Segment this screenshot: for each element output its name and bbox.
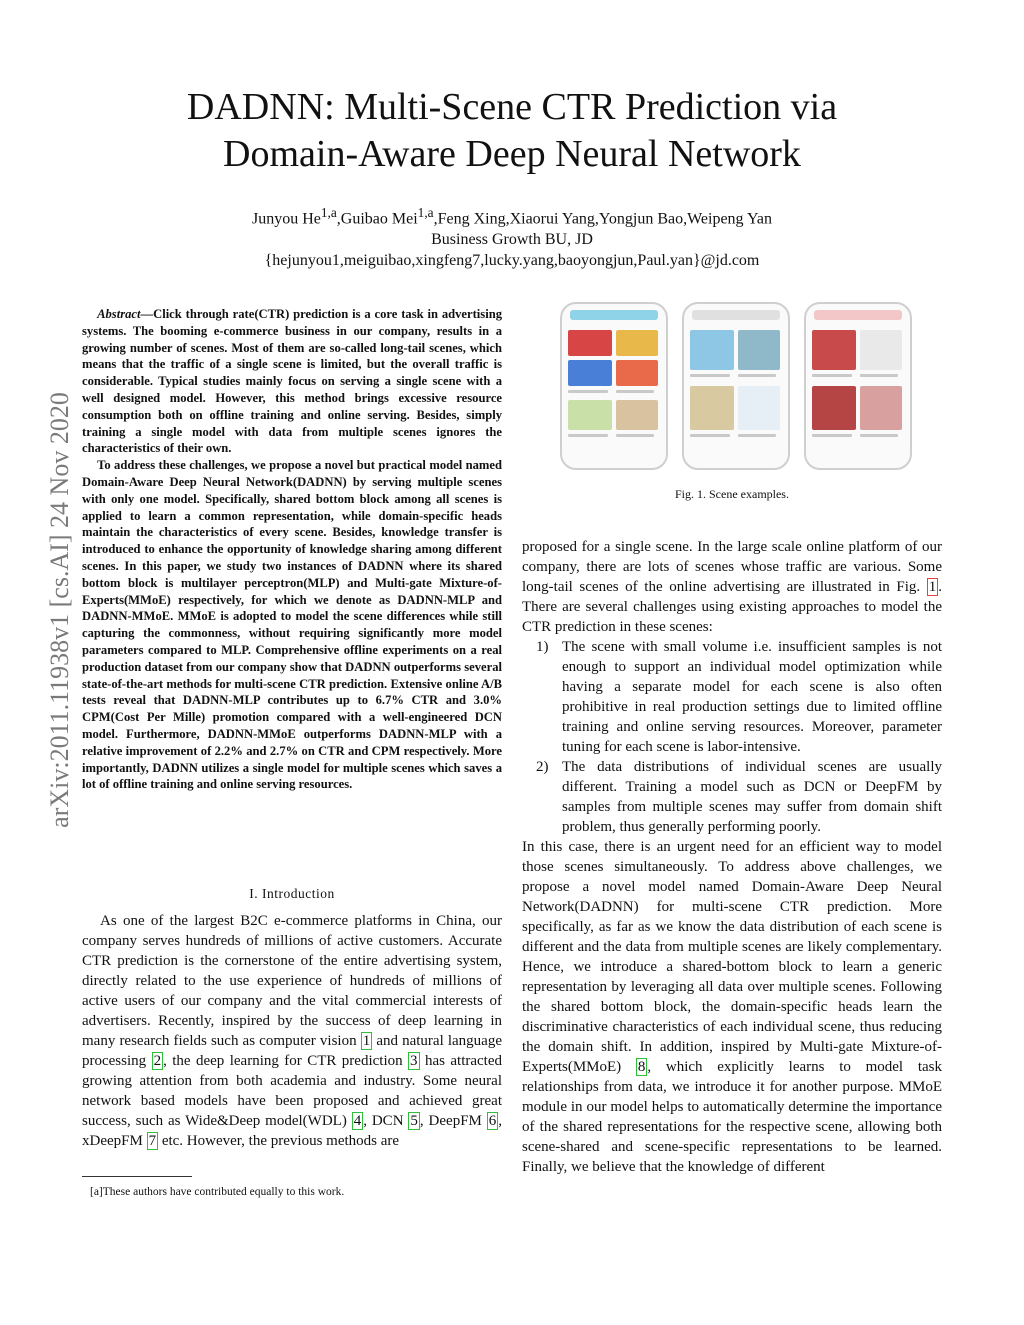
product-tile	[738, 330, 780, 370]
phone-screen	[812, 326, 904, 454]
product-caption	[738, 434, 776, 437]
phone-screenshot-1	[560, 302, 668, 470]
arxiv-identifier: arXiv:2011.11938v1 [cs.AI] 24 Nov 2020	[45, 392, 74, 828]
product-caption	[860, 374, 898, 377]
list-item-number: 2)	[536, 759, 549, 775]
title-line-2: Domain-Aware Deep Neural Network	[223, 133, 801, 175]
product-caption	[616, 390, 654, 393]
figure-caption: Fig. 1. Scene examples.	[675, 487, 789, 501]
citation-link[interactable]: 6	[488, 1113, 497, 1129]
product-caption	[568, 434, 608, 437]
citation-link[interactable]: 2	[153, 1053, 162, 1069]
product-tile	[690, 386, 734, 430]
product-tile	[812, 330, 856, 370]
citation-link[interactable]: 7	[148, 1133, 157, 1149]
paper-title	[0, 84, 1024, 178]
product-tile	[690, 330, 734, 370]
product-tile	[860, 330, 902, 370]
product-caption	[738, 374, 776, 377]
abstract	[82, 306, 502, 793]
product-tile	[738, 386, 780, 430]
product-caption	[690, 434, 730, 437]
phone-header-bar	[570, 310, 658, 320]
list-item-text: The data distributions of individual scenes are usually different. Training a model such as DCN or DeepFM by samples from multiple scenes may suffer from domain shift problem, thus generally performing poorly.	[562, 759, 942, 835]
citation-link[interactable]: 3	[410, 1053, 418, 1069]
product-tile	[616, 330, 658, 356]
author-names: Junyou He$^{1,a}$,Guibao Mei$^{1,a}$,Feng Xing,Xiaorui Yang,Yongjun Bao,Weipeng Yan	[251, 205, 773, 228]
abstract-text-1: —Click through rate(CTR) prediction is a core task in advertising systems. The booming e-commerce business in our company, results in a growing number of scenes. Most of them are so-called long-tail scenes, which means that the traffic of a single scene is limited, but the overall traffic is considerable. Typical studies mainly focus on serving a single scene with a well designed model. However, this method brings excessive resource consumption both on offline training and online serving. Besides, simply training a single model with data from multiple scenes ignores the characteristics of their own.	[82, 307, 502, 456]
title-line-1: DADNN: Multi-Scene CTR Prediction via	[186, 86, 838, 128]
abstract-label: Abstract	[97, 307, 141, 321]
author-block	[0, 202, 1024, 271]
list-item-number: 1)	[536, 639, 549, 655]
citation-link[interactable]: 1	[362, 1033, 371, 1049]
footnote-divider	[82, 1176, 192, 1177]
phone-header-bar	[814, 310, 902, 320]
product-tile	[616, 400, 658, 430]
affiliation-superscript: 1,a	[417, 205, 434, 220]
product-tile	[568, 360, 612, 386]
section-heading-introduction: I. Introduction	[249, 886, 335, 901]
abstract-paragraph-2: To address these challenges, we propose a novel but practical model named Domain-Aware Deep Neural Network(DADNN) by serving multiple scenes with only one model. Specifically, shared bottom block among all scenes is applied to learn a common representation, while domain-specific heads maintain the characteristics of every scene. Besides, knowledge transfer is introduced to enhance the opportunity of knowledge sharing among different scenes. In this paper, we study two instances of DADNN where its shared bottom block is multilayer perceptron(MLP) and Multi-gate Mixture-of-Experts(MMoE) respectively, for which we denote as DADNN-MLP and DADNN-MMoE. MMoE is adopted to model the scene differences while still capturing the commonness, without requiring significantly more model parameters compared to MLP. Comprehensive offline experiments on a real production dataset from our company show that DADNN outperforms several state-of-the-art methods for multi-scene CTR prediction. Extensive online A/B tests reveal that DADNN-MLP contributes up to 6.7% CTR and 3.0% CPM(Cost Per Mille) promotion compared with a well-engineered DCN model. Furthermore, DADNN-MMoE outperforms DADNN-MLP with a relative improvement of 2.2% and 2.7% on CTR and CPM respectively. More importantly, DADNN utilizes a single model for multiple scenes which saves a lot of offline training and online serving resources.	[82, 458, 502, 792]
phone-screenshot-3	[804, 302, 912, 470]
list-item	[522, 637, 942, 757]
product-tile	[568, 400, 612, 430]
introduction-paragraph-1: As one of the largest B2C e-commerce platforms in China, our company serves hundreds of millions of active customers. Accurate CTR prediction is the cornerstone of the entire advertising system, directly related to the use experience of hundreds of millions of active users of our company and the vital commercial interests of advertisers. Recently, inspired by the success of deep learning in many research fields such as computer vision 1 and natural language processing 2 , the deep learning for CTR prediction 3 has attracted growing attention from both academia and industry. Some neural network based models have been proposed and achieved great success, such as Wide&Deep model(WDL) 4 , DCN 5 , DeepFM 6 , xDeepFM 7 etc. However, the previous methods are	[82, 913, 503, 1149]
citation-link[interactable]: 5	[410, 1113, 418, 1129]
product-tile	[616, 360, 658, 386]
footnote: [a]These authors have contributed equally to this work.	[90, 1186, 345, 1198]
citation-link[interactable]: 8	[637, 1059, 646, 1075]
author-affiliation: Business Growth BU, JD	[431, 231, 593, 249]
figure-reference-link[interactable]: 1	[928, 579, 937, 595]
product-caption	[812, 434, 852, 437]
product-tile	[568, 330, 612, 356]
product-caption	[812, 374, 852, 377]
list-item	[522, 757, 942, 837]
right-column-text	[522, 537, 942, 1177]
product-tile	[860, 386, 902, 430]
phone-header-bar	[692, 310, 780, 320]
abstract-paragraph-1	[82, 306, 502, 457]
affiliation-superscript: 1,a	[320, 205, 337, 220]
product-caption	[860, 434, 898, 437]
phone-screen	[690, 326, 782, 454]
phone-screen	[568, 326, 660, 454]
product-tile	[812, 386, 856, 430]
product-caption	[616, 434, 654, 437]
right-paragraph-2: In this case, there is an urgent need for an efficient way to model those scenes simultaneously. To address above challenges, we propose a novel model named Domain-Aware Deep Neural Network(DADNN) for multi-scene CTR prediction. More specifically, as far as we know the data distribution of each scene is different and the data from multiple scenes are likely complementary. Hence, we introduce a shared-bottom block to learn a generic representation by leveraging all data over multiple scenes. Following the shared bottom block, the domain-specific heads learn the discriminative characteristics of each individual scene, thus reducing the domain shift. In addition, inspired by Multi-gate Mixture-of-Experts(MMoE) 8 , which explicitly learns to model task relationships from data, we introduce it for another purpose. MMoE module in our model helps to automatically determine the importance of the shared representations for the respective scene, allowing both scene-shared and scene-specific representations to be learned. Finally, we believe that the knowledge of different	[522, 839, 942, 1175]
challenges-list	[522, 637, 942, 837]
citation-link[interactable]: 4	[353, 1113, 362, 1129]
product-caption	[568, 390, 608, 393]
product-caption	[690, 374, 730, 377]
introduction-text	[82, 911, 502, 1151]
right-paragraph-1: proposed for a single scene. In the large scale online platform of our company, there are lots of scenes whose traffic are various. Some long-tail scenes of the online advertising are illustrated in Fig. 1 . There are several challenges using existing approaches to model the CTR prediction in these scenes:	[522, 539, 942, 635]
phone-screenshot-2	[682, 302, 790, 470]
author-emails: {hejunyou1,meiguibao,xingfeng7,lucky.yang,baoyongjun,Paul.yan}@jd.com	[264, 252, 760, 270]
list-item-text: The scene with small volume i.e. insufficient samples is not enough to support an individual model optimization while having a separate model for each scene is also often prohibitive in real production settings due to limited offline training and online serving resources. Moreover, parameter tuning for each scene is labor-intensive.	[562, 639, 942, 755]
